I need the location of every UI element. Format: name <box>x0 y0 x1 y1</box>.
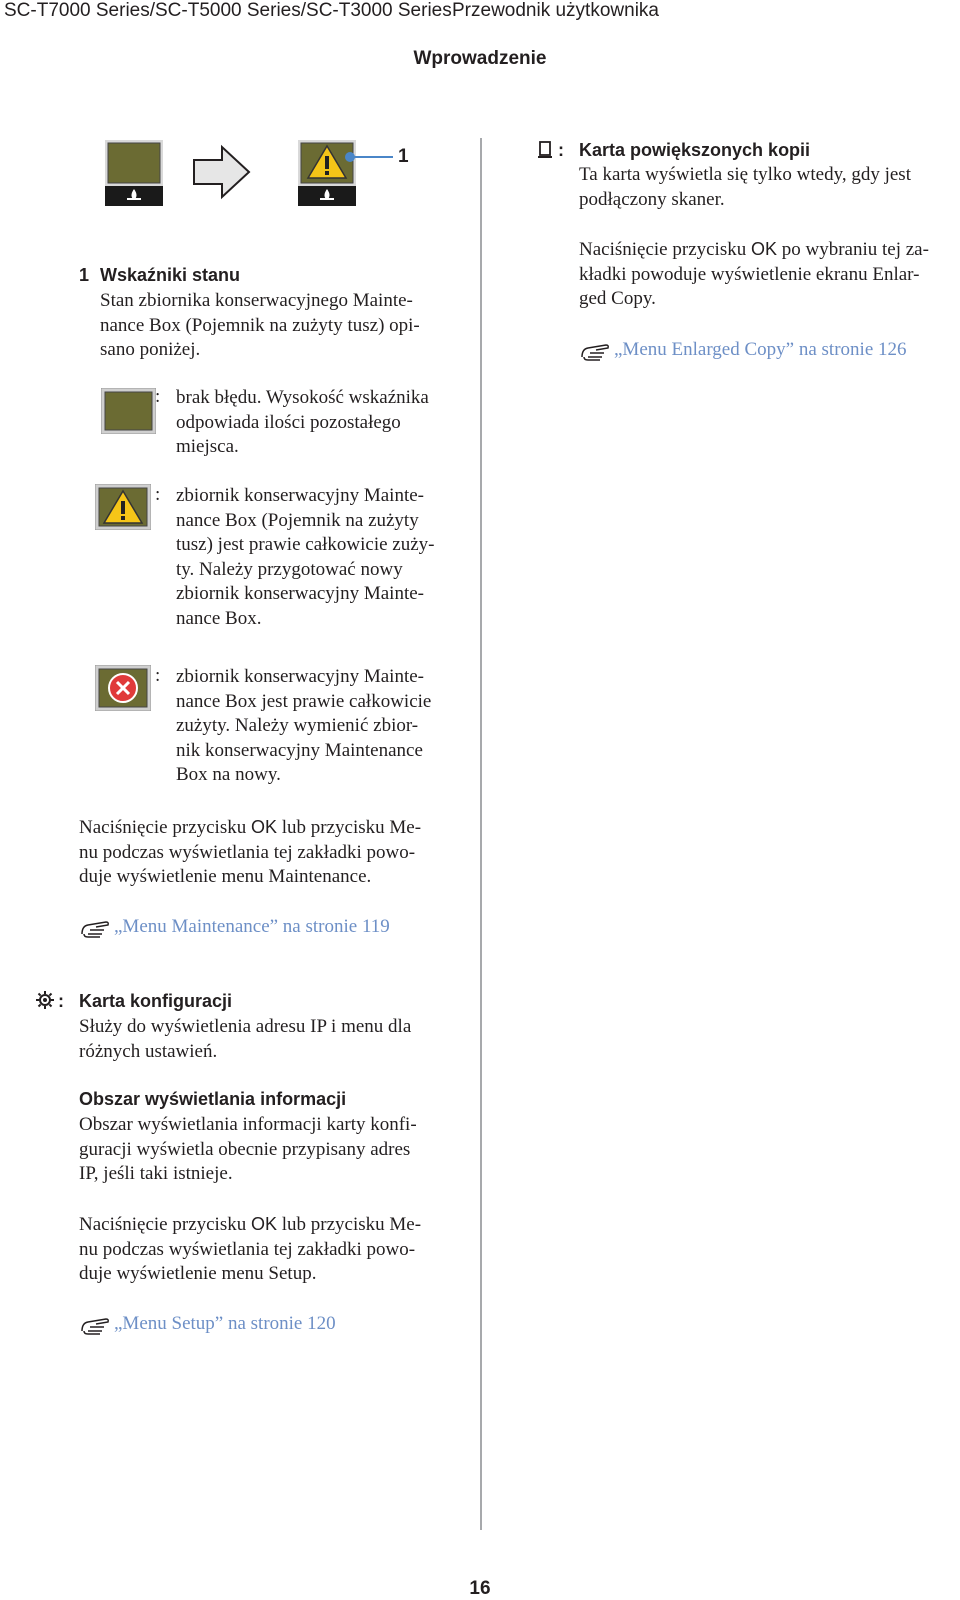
enlarged-copy-tab-title: Karta powiększonych kopii <box>579 140 811 160</box>
text-line: tusz) jest prawie całkowicie zuży- <box>176 534 435 556</box>
text-line: zbiornik konserwacyjny Mainte- <box>176 583 424 605</box>
item-title: Wskaźniki stanu <box>100 265 241 285</box>
ok-key-label: OK <box>250 1214 277 1234</box>
separator: : <box>558 140 564 160</box>
enlarged-copy-press-paragraph <box>579 237 929 312</box>
text-line: nance Box (Pojemnik na zużyty <box>176 509 419 531</box>
text-fragment: po wybraniu tej za- <box>777 239 929 260</box>
text-fragment: Naciśnięcie przycisku <box>79 817 251 838</box>
status-error-description <box>176 665 431 788</box>
link-menu-enlarged-copy[interactable]: „Menu Enlarged Copy” na stronie 126 <box>614 339 907 360</box>
info-area-title: Obszar wyświetlania informacji <box>79 1089 347 1109</box>
pointing-hand-icon <box>80 918 110 938</box>
text-line <box>79 815 421 841</box>
text-line: zużyty. Należy wymienić zbior- <box>176 715 419 737</box>
text-line: miejsca. <box>176 436 239 458</box>
text-fragment: lub przycisku Me- <box>277 817 422 838</box>
text-line: IP, jeśli taki istnieje. <box>79 1163 233 1185</box>
setup-press-paragraph <box>79 1212 421 1287</box>
text-line: ged Copy. <box>579 288 656 310</box>
section-title: Wprowadzenie <box>413 48 547 69</box>
maintenance-press-paragraph <box>79 815 421 890</box>
text-line: brak błędu. Wysokość wskaźnika <box>176 387 429 408</box>
text-line: nance Box jest prawie całkowicie <box>176 690 432 712</box>
text-fragment: Naciśnięcie przycisku <box>79 1214 251 1235</box>
text-line: Box na nowy. <box>176 764 281 786</box>
text-line: nu podczas wyświetlania tej zakładki powo- <box>79 1238 416 1260</box>
text-line: sano poniżej. <box>100 339 201 361</box>
text-line: odpowiada ilości pozostałego <box>176 411 401 433</box>
enlarged-copy-tab-description <box>579 163 911 212</box>
page-number: 16 <box>469 1578 491 1599</box>
item-description <box>100 289 420 363</box>
maintenance-box-normal-icon <box>105 140 163 206</box>
text-line: duje wyświetlenie menu Setup. <box>79 1263 317 1285</box>
separator: : <box>58 991 64 1011</box>
ok-key-label: OK <box>250 817 277 837</box>
text-line: Obszar wyświetlania informacji karty konfi- <box>79 1114 417 1135</box>
pointing-hand-icon <box>80 1315 110 1335</box>
text-line: różnych ustawień. <box>79 1040 218 1062</box>
text-line: zbiornik konserwacyjny Mainte- <box>176 666 424 687</box>
text-line <box>79 1212 421 1238</box>
arrow-right-icon <box>192 144 252 200</box>
text-line: Ta karta wyświetla się tylko wtedy, gdy jest <box>579 164 911 185</box>
text-line: nance Box. <box>176 607 262 629</box>
item-number: 1 <box>79 265 90 285</box>
callout-line <box>343 150 395 164</box>
text-line: kładki powoduje wyświetlenie ekranu Enlar- <box>579 263 920 285</box>
link-menu-maintenance[interactable]: „Menu Maintenance” na stronie 119 <box>114 916 390 937</box>
info-area-description <box>79 1113 417 1187</box>
text-line <box>579 237 929 263</box>
separator: : <box>155 484 161 505</box>
text-line: zbiornik konserwacyjny Mainte- <box>176 485 424 506</box>
text-line: nik konserwacyjny Maintenance <box>176 739 423 761</box>
status-error-icon <box>95 665 151 711</box>
text-fragment: lub przycisku Me- <box>277 1214 422 1235</box>
header-series: SC-T7000 Series/SC-T5000 Series/SC-T3000 Series <box>4 0 452 21</box>
settings-gear-icon <box>35 990 55 1010</box>
config-tab-description <box>79 1015 411 1064</box>
text-line: duje wyświetlenie menu Maintenance. <box>79 866 372 888</box>
callout-number: 1 <box>398 146 409 167</box>
column-divider <box>480 138 482 1530</box>
pointing-hand-icon <box>580 341 610 361</box>
enlarged-copy-icon <box>538 141 552 159</box>
status-warning-icon <box>95 484 151 530</box>
config-tab-title: Karta konfiguracji <box>79 991 233 1011</box>
status-ok-description <box>176 386 429 460</box>
text-line: Stan zbiornika konserwacyjnego Mainte- <box>100 290 413 311</box>
status-ok-icon <box>101 388 156 434</box>
text-line: nu podczas wyświetlania tej zakładki powo- <box>79 841 416 863</box>
text-line: guracji wyświetla obecnie przypisany adres <box>79 1138 411 1160</box>
separator: : <box>155 386 161 407</box>
ok-key-label: OK <box>750 239 777 259</box>
link-menu-setup[interactable]: „Menu Setup” na stronie 120 <box>114 1313 336 1334</box>
text-line: Służy do wyświetlenia adresu IP i menu dla <box>79 1016 412 1037</box>
text-line: podłączony skaner. <box>579 188 725 210</box>
text-fragment: Naciśnięcie przycisku <box>579 239 751 260</box>
text-line: nance Box (Pojemnik na zużyty tusz) opi- <box>100 314 420 336</box>
separator: : <box>155 665 161 686</box>
text-line: ty. Należy przygotować nowy <box>176 558 403 580</box>
header-guide-title: Przewodnik użytkownika <box>452 0 659 21</box>
status-warning-description <box>176 484 435 632</box>
